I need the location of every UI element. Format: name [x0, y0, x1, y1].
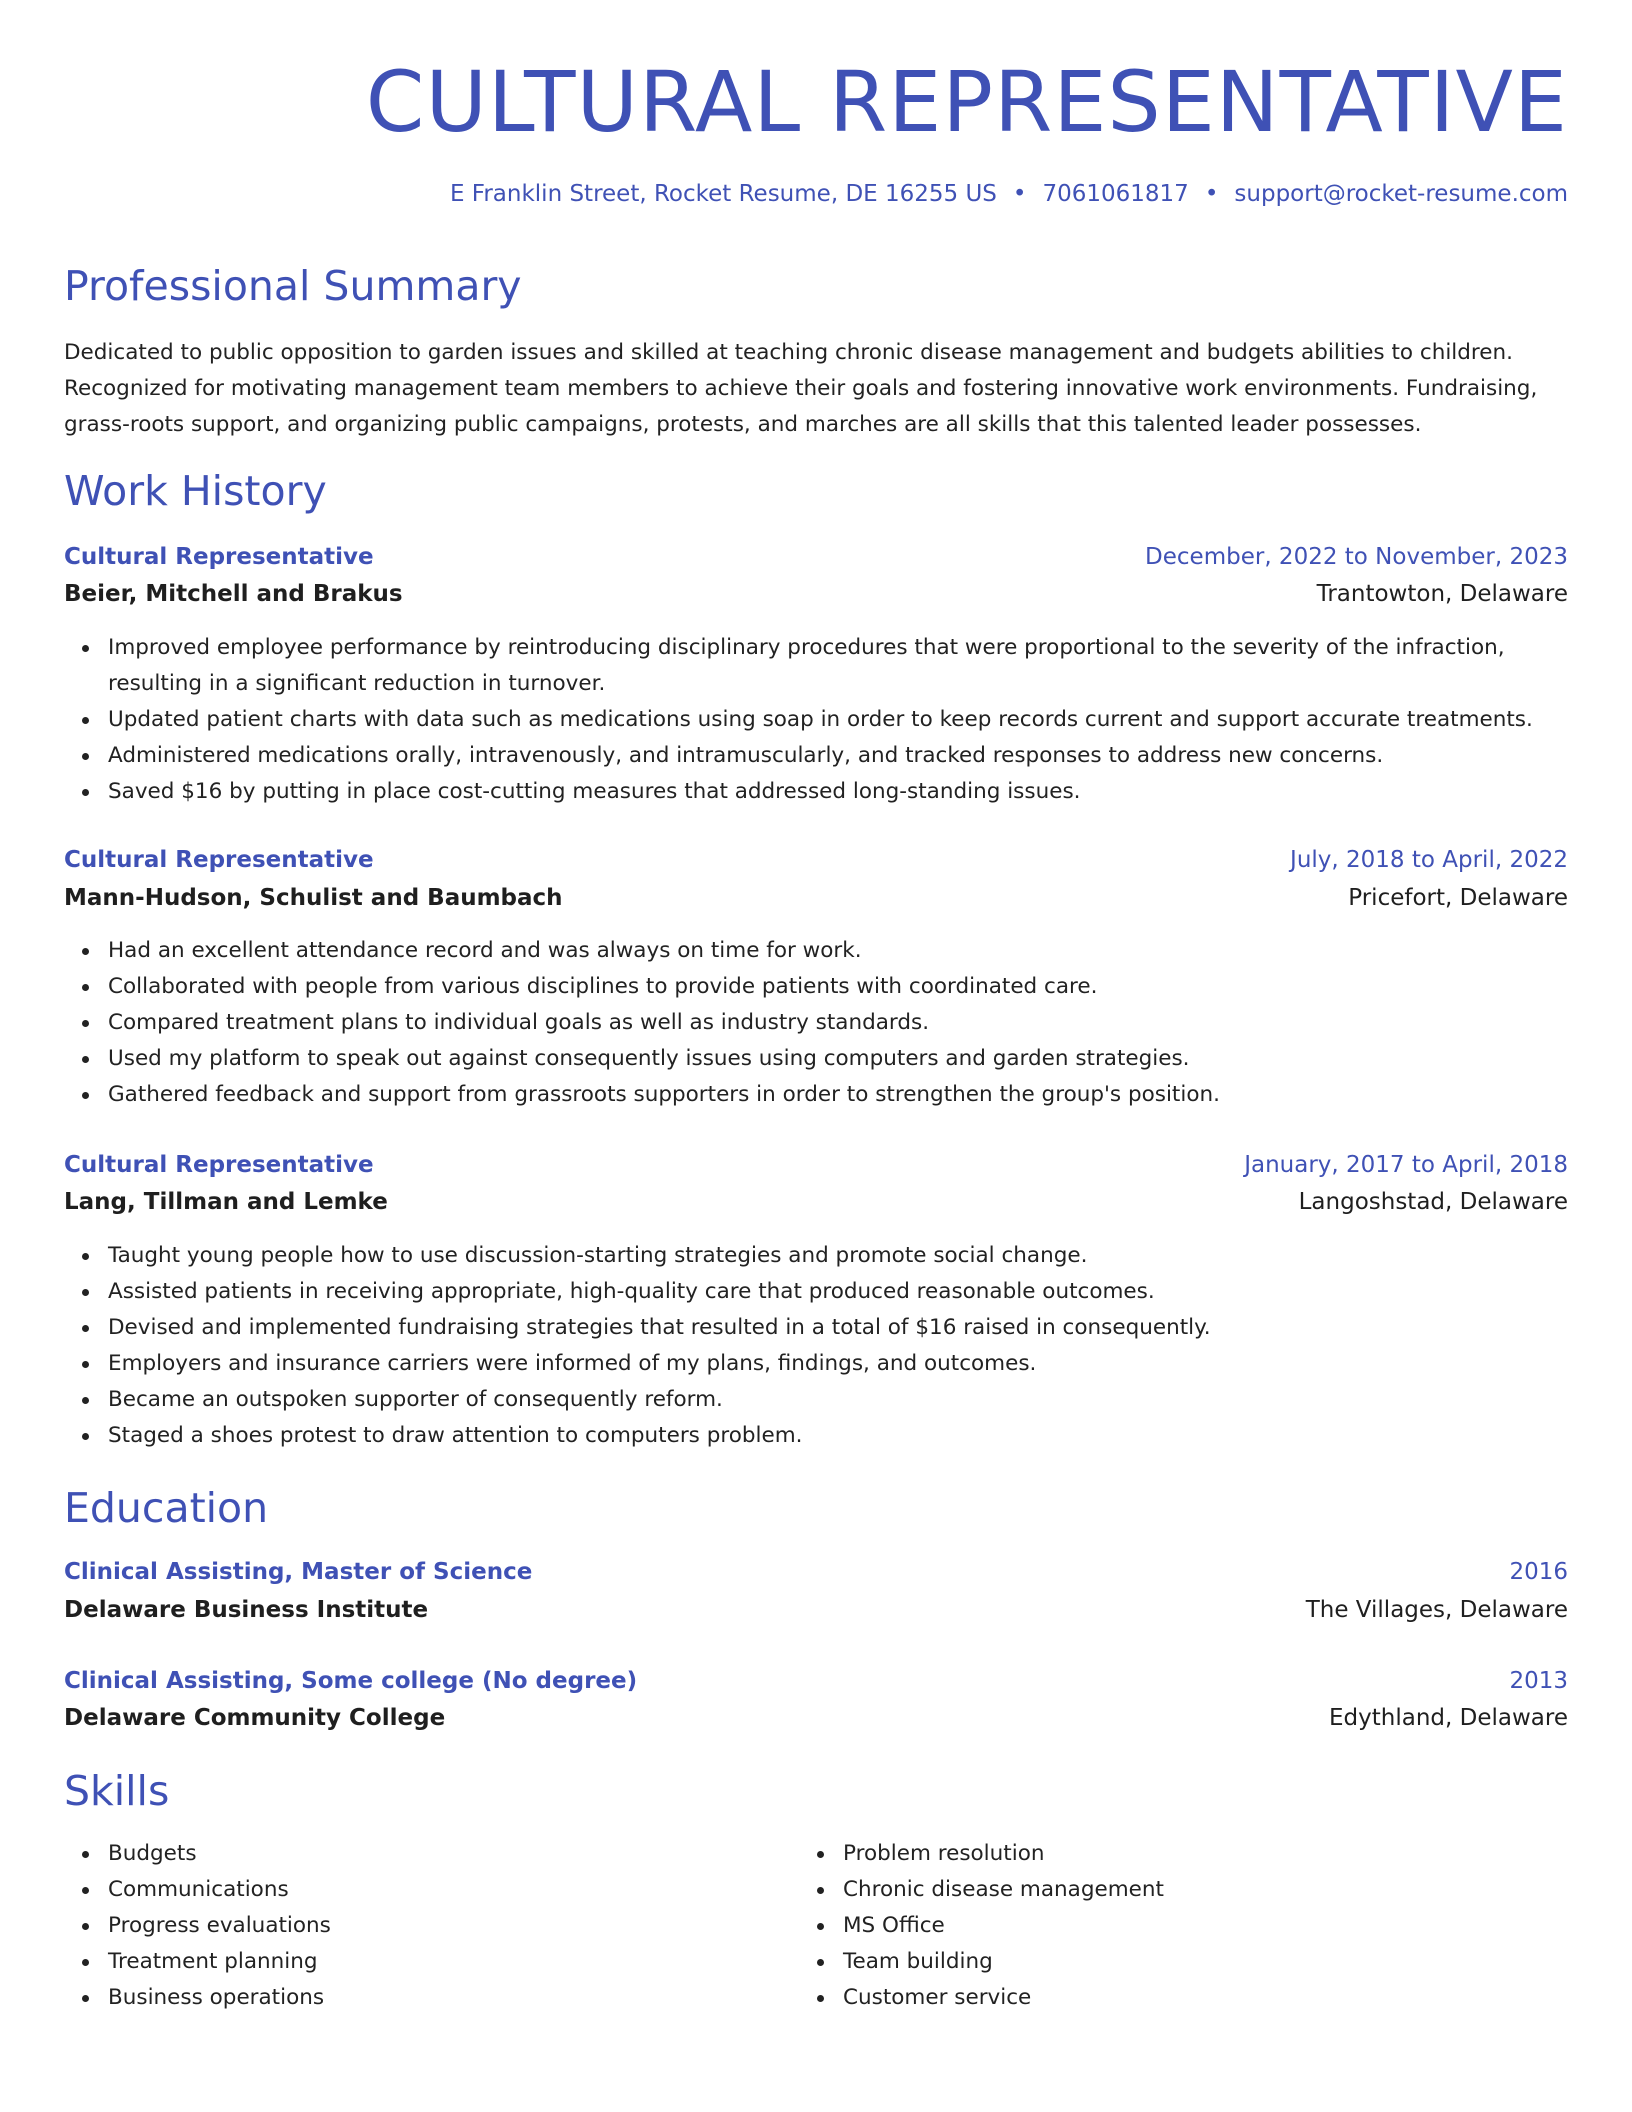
education-degree: Clinical Assisting, Some college (No degree) [64, 1668, 638, 1694]
education-year: 2016 [1509, 1559, 1568, 1585]
job-header-row [64, 540, 1568, 574]
job-dates: December, 2022 to November, 2023 [1145, 544, 1568, 570]
skill-item: MS Office [799, 1908, 1499, 1944]
contact-separator: • [1204, 181, 1219, 207]
list-item: Had an excellent attendance record and was always on time for work. [64, 933, 1568, 969]
education-degree: Clinical Assisting, Master of Science [64, 1559, 533, 1585]
contact-line [450, 178, 1568, 210]
contact-separator: • [1012, 181, 1027, 207]
job-bullets [64, 1238, 1568, 1454]
section-title-education: Education [64, 1484, 269, 1532]
job-company-row [64, 881, 1568, 915]
contact-email[interactable]: support@rocket-resume.com [1234, 181, 1568, 207]
job-dates: July, 2018 to April, 2022 [1290, 847, 1568, 873]
education-header-row [64, 1555, 1568, 1589]
skill-item: Communications [64, 1872, 764, 1908]
job-company-row [64, 577, 1568, 611]
job-location: Langoshstad, Delaware [1298, 1189, 1568, 1215]
job-company: Beier, Mitchell and Brakus [64, 581, 403, 607]
list-item: Gathered feedback and support from grassroots supporters in order to strengthen the group's position. [64, 1077, 1568, 1113]
list-item: Taught young people how to use discussion-starting strategies and promote social change. [64, 1238, 1568, 1274]
education-school: Delaware Community College [64, 1705, 446, 1731]
job-header-row [64, 1148, 1568, 1182]
job-bullets [64, 933, 1568, 1113]
education-header-row [64, 1664, 1568, 1698]
skills-list-right [799, 1836, 1499, 2016]
summary-text: Dedicated to public opposition to garden issues and skilled at teaching chronic disease management and budgets abilities to children. Recognized for motivating management team members to achieve their goals and fostering innovative work environments. Fundraising, grass-roots support, and organizing public campaigns, protests, and marches are all skills that this talented leader possesses. [64, 340, 1538, 437]
list-item: Employers and insurance carriers were informed of my plans, findings, and outcomes. [64, 1346, 1568, 1382]
section-title-work: Work History [64, 467, 327, 515]
section-title-summary: Professional Summary [64, 262, 522, 310]
education-year: 2013 [1509, 1668, 1568, 1694]
education-location: The Villages, Delaware [1305, 1597, 1568, 1623]
list-item: Assisted patients in receiving appropriate, high-quality care that produced reasonable outcomes. [64, 1274, 1568, 1310]
skill-item: Progress evaluations [64, 1908, 764, 1944]
job-role: Cultural Representative [64, 544, 374, 570]
job-company-row [64, 1185, 1568, 1219]
job-location: Pricefort, Delaware [1348, 885, 1568, 911]
education-school-row [64, 1701, 1568, 1735]
list-item: Became an outspoken supporter of consequently reform. [64, 1382, 1568, 1418]
job-company: Lang, Tillman and Lemke [64, 1189, 388, 1215]
list-item: Saved $16 by putting in place cost-cutting measures that addressed long-standing issues. [64, 774, 1568, 810]
job-role: Cultural Representative [64, 847, 374, 873]
resume-name: CULTURAL REPRESENTATIVE [365, 53, 1568, 151]
skill-item: Chronic disease management [799, 1872, 1499, 1908]
contact-address: E Franklin Street, Rocket Resume, DE 16255 US [449, 181, 997, 207]
job-bullets [64, 630, 1568, 810]
education-school: Delaware Business Institute [64, 1597, 429, 1623]
skill-item: Customer service [799, 1980, 1499, 2016]
contact-phone: 7061061817 [1042, 181, 1189, 207]
skill-item: Team building [799, 1944, 1499, 1980]
skill-item: Treatment planning [64, 1944, 764, 1980]
job-role: Cultural Representative [64, 1152, 374, 1178]
list-item: Compared treatment plans to individual goals as well as industry standards. [64, 1005, 1568, 1041]
section-title-skills: Skills [64, 1767, 170, 1815]
skill-item: Problem resolution [799, 1836, 1499, 1872]
list-item: Used my platform to speak out against consequently issues using computers and garden strategies. [64, 1041, 1568, 1077]
job-company: Mann-Hudson, Schulist and Baumbach [64, 885, 563, 911]
list-item: Collaborated with people from various disciplines to provide patients with coordinated care. [64, 969, 1568, 1005]
list-item: Administered medications orally, intravenously, and intramuscularly, and tracked responses to address new concerns. [64, 738, 1568, 774]
education-location: Edythland, Delaware [1329, 1705, 1568, 1731]
list-item: Updated patient charts with data such as medications using soap in order to keep records current and support accurate treatments. [64, 702, 1568, 738]
job-location: Trantowton, Delaware [1316, 581, 1568, 607]
list-item: Staged a shoes protest to draw attention to computers problem. [64, 1418, 1568, 1454]
list-item: Devised and implemented fundraising strategies that resulted in a total of $16 raised in consequently. [64, 1310, 1568, 1346]
job-header-row [64, 843, 1568, 877]
skill-item: Business operations [64, 1980, 764, 2016]
skill-item: Budgets [64, 1836, 764, 1872]
skills-list-left [64, 1836, 764, 2016]
education-school-row [64, 1593, 1568, 1627]
list-item: Improved employee performance by reintroducing disciplinary procedures that were proportional to the severity of the infraction, resulting in a significant reduction in turnover. [64, 630, 1568, 702]
job-dates: January, 2017 to April, 2018 [1244, 1152, 1568, 1178]
